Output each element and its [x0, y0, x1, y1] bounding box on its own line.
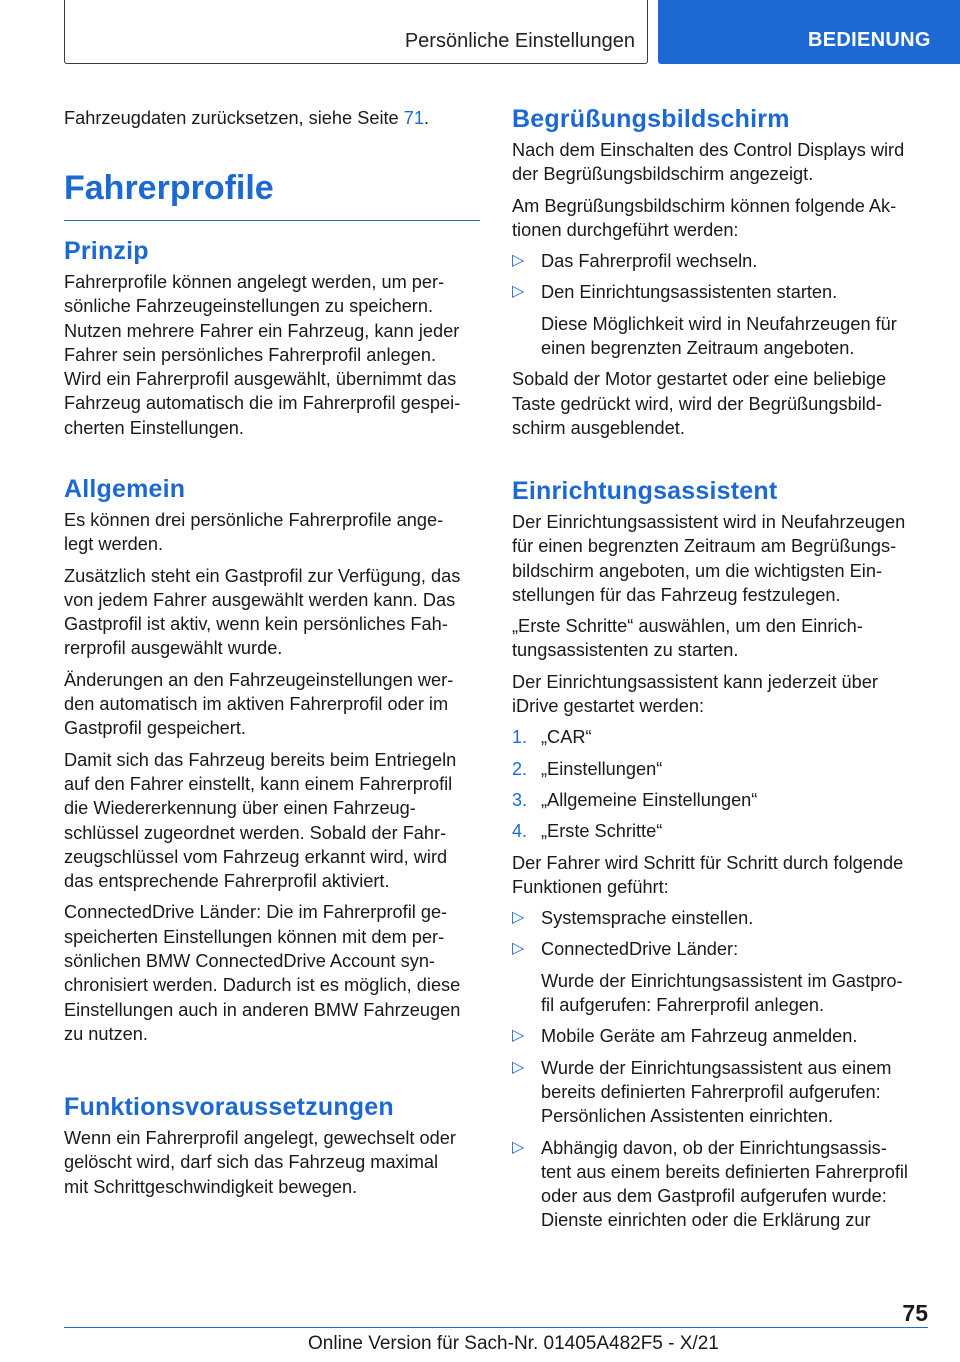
- paragraph: Zusätzlich steht ein Gastprofil zur Verfügung, das von jedem Fahrer ausgewählt werden kann. Das Gastprofil ist aktiv, wenn kein persönliches Fah- rerprofil ausgewählt wurde.: [64, 565, 461, 659]
- triangle-bullet-icon: ▷: [512, 283, 525, 301]
- chapter-title: Persönliche Einstellungen: [404, 30, 635, 52]
- heading-einrichtungsassistent: Einrichtungsassistent: [512, 477, 778, 505]
- header-section-tab: [658, 0, 960, 64]
- step-number: 4.: [512, 821, 528, 842]
- paragraph: Der Einrichtungsassistent kann jederzeit über iDrive gestartet werden:: [512, 671, 878, 717]
- intro-paragraph: Fahrzeugdaten zurücksetzen, siehe Seite 71.: [64, 108, 429, 128]
- triangle-bullet-icon: ▷: [512, 1138, 525, 1156]
- footer-rule: [64, 1327, 928, 1328]
- list-item: ▷ Wurde der Einrichtungsassistent aus einem bereits definierten Fahrerprofil aufgerufen: Persönlichen Assistenten einrichten.: [512, 1057, 892, 1127]
- paragraph: Änderungen an den Fahrzeugeinstellungen wer- den automatisch im aktiven Fahrerprofil oder im Gastprofil gespeichert.: [64, 669, 454, 739]
- heading-prinzip: Prinzip: [64, 237, 149, 265]
- paragraph: „Erste Schritte“ auswählen, um den Einrich- tungsassistenten zu starten.: [512, 616, 863, 661]
- paragraph: Es können drei persönliche Fahrerprofile ange- legt werden.: [64, 510, 444, 555]
- begruessung-section: [512, 104, 928, 447]
- triangle-bullet-icon: ▷: [512, 1027, 525, 1045]
- step-item: 3. „Allgemeine Einstellungen“: [512, 788, 928, 812]
- prinzip-section: [64, 236, 480, 447]
- triangle-bullet-icon: ▷: [512, 252, 525, 270]
- paragraph: Sobald der Motor gestartet oder eine beliebige Taste gedrückt wird, wird der Begrüßungsbild- schirm ausgeblendet.: [512, 369, 887, 438]
- paragraph: Fahrerprofile können angelegt werden, um per- sönliche Fahrzeugeinstellungen zu speichern. Nutzen mehrere Fahrer ein Fahrzeug, kann jeder Fahrer sein persönliches Fahrerprofil anlegen. Wird ein Fahrerprofil ausgewählt, übernimmt das Fahrzeug automatisch die im Fahrerprofil gespei- cherten Einstellungen.: [64, 272, 461, 438]
- section-title: BEDIENUNG: [808, 29, 931, 51]
- list-item: ▷ Den Einrichtungsassistenten starten.: [512, 280, 928, 304]
- step-number: 3.: [512, 789, 528, 810]
- list-item: ▷ Das Fahrerprofil wechseln.: [512, 249, 928, 273]
- page-link[interactable]: 71: [403, 108, 424, 128]
- paragraph: ConnectedDrive Länder: Die im Fahrerprofil ge- speicherten Einstellungen können mit dem per- sönlichen BMW ConnectedDrive Account syn- chronisiert werden. Dadurch ist es möglich, diese Einstellungen auch in anderen BMW Fahrzeugen zu nutzen.: [64, 902, 461, 1044]
- list-item: ▷ Systemsprache einstellen.: [512, 906, 928, 930]
- step-item: 2. „Einstellungen“: [512, 757, 928, 781]
- heading-fahrerprofile: Fahrerprofile: [64, 169, 274, 207]
- heading-begruessungsbildschirm: Begrüßungsbildschirm: [512, 105, 790, 133]
- paragraph: Nach dem Einschalten des Control Displays wird der Begrüßungsbildschirm angezeigt.: [512, 140, 905, 185]
- list-item: ▷ Mobile Geräte am Fahrzeug anmelden.: [512, 1024, 928, 1048]
- paragraph: Der Fahrer wird Schritt für Schritt durch folgende Funktionen geführt:: [512, 852, 904, 897]
- heading-funktionsvoraussetzungen: Funktionsvoraussetzungen: [64, 1093, 394, 1121]
- paragraph: Der Einrichtungsassistent wird in Neufahrzeugen für einen begrenzten Zeitraum am Begrüßungs- bildschirm angeboten, um die wichtigsten Ein- stellungen für das Fahrzeug festzulegen.: [512, 512, 906, 605]
- step-item: 1. „CAR“: [512, 725, 928, 749]
- funktion-section: [64, 1092, 480, 1206]
- page-number: 75: [902, 1300, 928, 1326]
- assistent-section: [512, 476, 928, 1240]
- paragraph: Am Begrüßungsbildschirm können folgende Ak- tionen durchgeführt werden:: [512, 195, 897, 240]
- list-item-note: Diese Möglichkeit wird in Neufahrzeugen für einen begrenzten Zeitraum angeboten.: [541, 313, 897, 359]
- list-item: ▷ ConnectedDrive Länder:: [512, 937, 928, 961]
- allgemein-section: [64, 474, 480, 1053]
- fahrerprofile-section: [64, 168, 480, 221]
- heading-rule: [64, 220, 480, 221]
- step-item: 4. „Erste Schritte“: [512, 819, 928, 843]
- online-version-note: Online Version für Sach-Nr. 01405A482F5 - X/21: [308, 1333, 719, 1354]
- header-chapter-box: [64, 0, 648, 64]
- step-number: 2.: [512, 758, 528, 779]
- paragraph: Damit sich das Fahrzeug bereits beim Entriegeln auf den Fahrer einstellt, kann einem Fahrerprofil die Wiedererkennung über einen Fahrzeug- schlüssel zugeordnet werden. Sobald der Fahr- zeugschlüssel vom Fahrzeug erkannt wird, wird das entsprechende Fahrerprofil aktiviert.: [64, 749, 457, 892]
- step-number: 1.: [512, 727, 528, 748]
- triangle-bullet-icon: ▷: [512, 1058, 525, 1076]
- list-item-note: Wurde der Einrichtungsassistent im Gastpro- fil aufgerufen: Fahrerprofil anlegen.: [541, 970, 903, 1016]
- heading-allgemein: Allgemein: [64, 475, 186, 503]
- paragraph: Wenn ein Fahrerprofil angelegt, gewechselt oder gelöscht wird, darf sich das Fahrzeug maximal mit Schrittgeschwindigkeit bewegen.: [64, 1128, 456, 1197]
- triangle-bullet-icon: ▷: [512, 940, 525, 958]
- triangle-bullet-icon: ▷: [512, 909, 525, 927]
- list-item: ▷ Abhängig davon, ob der Einrichtungsassis- tent aus einem bereits definierten Fahrerprofil oder aus dem Gastprofil aufgerufen wurde: Dienste einrichten oder die Erklärung zur: [512, 1137, 908, 1231]
